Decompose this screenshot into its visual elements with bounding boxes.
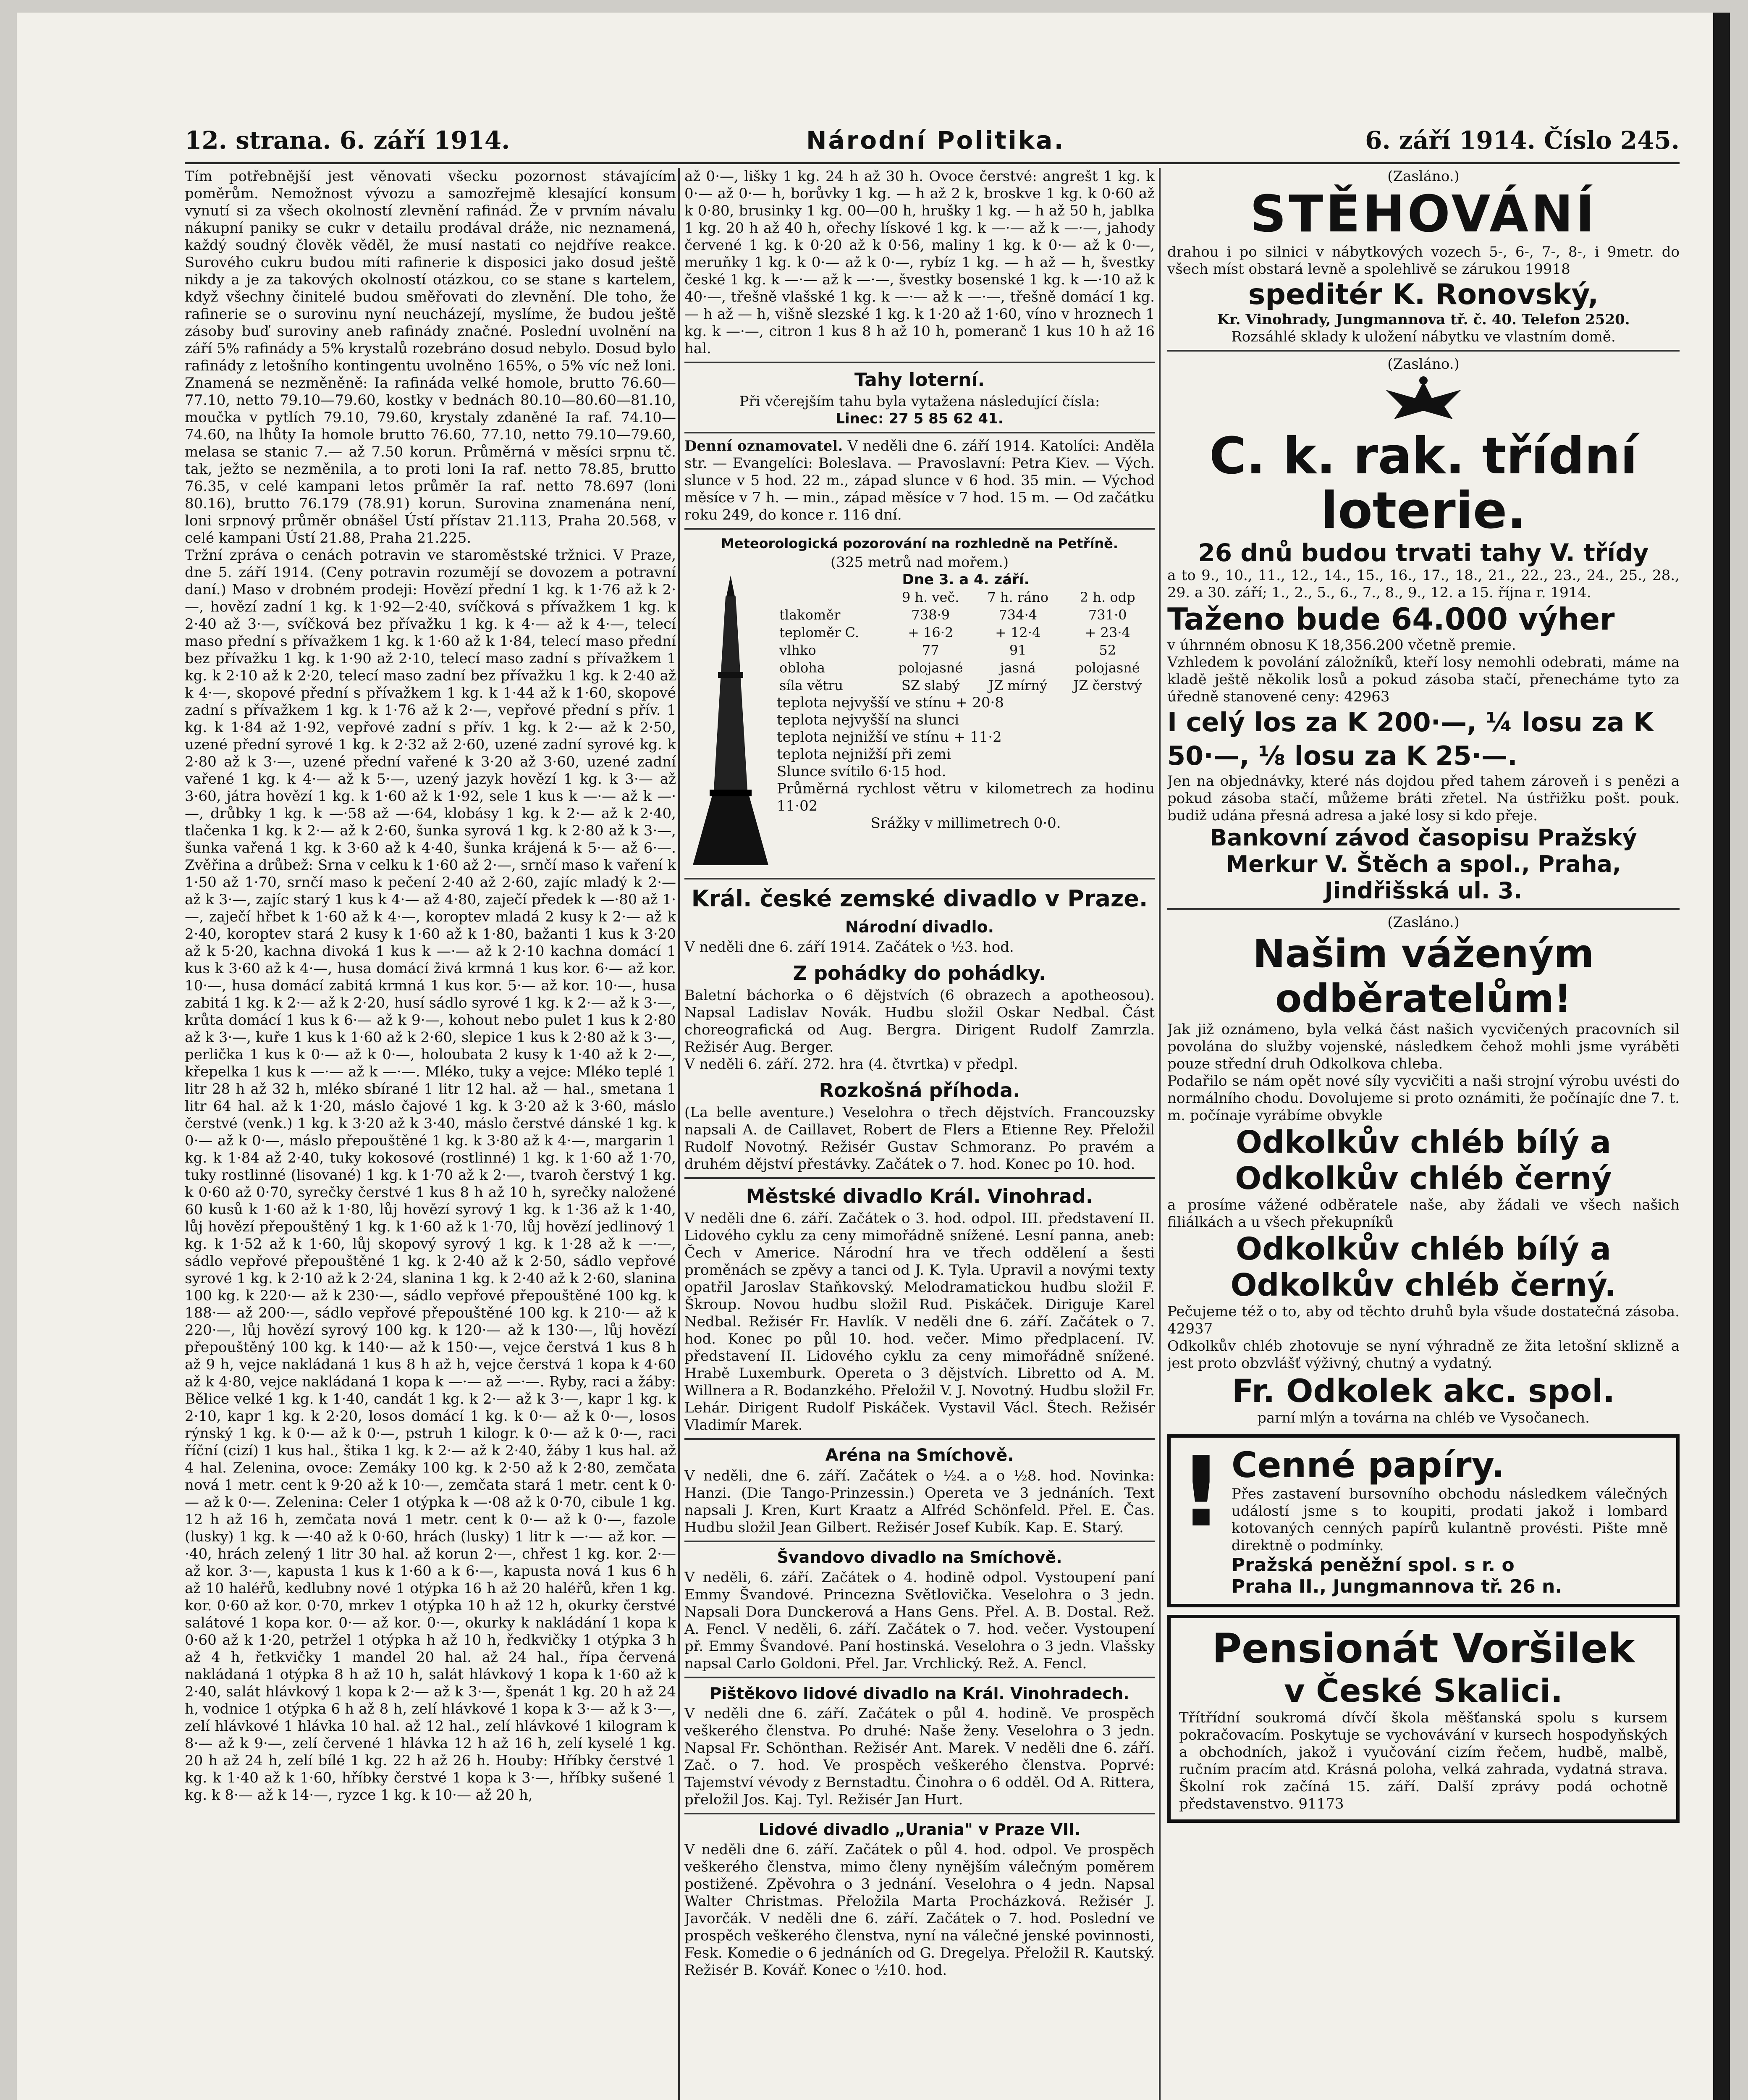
meteo-extra-line: Slunce svítilo 6·15 hod. bbox=[777, 763, 946, 780]
theatre-national-sub: Národní divadlo. bbox=[845, 918, 994, 936]
column-advertisements bbox=[1167, 168, 1680, 2100]
daily-calendar bbox=[684, 438, 1155, 524]
securities-ad bbox=[1167, 1434, 1680, 1607]
table-row: vlhko 77 91 52 bbox=[779, 642, 1116, 658]
moving-ad-text: drahou i po silnici v nábytkových vozech 5-, 6-, 7-, 8-, i 9metr. do všech míst obstará levně a spolehlivě se zárukou 19918 bbox=[1167, 244, 1680, 278]
imperial-eagle-emblem bbox=[1167, 373, 1680, 429]
lottery-ad-order: Jen na objednávky, které nás dojdou před tahem zároveň i s penězi a pokud zásoba stačí, můžeme bráti zřetel. Na ústřižku pošt. pouk. budiž udána přesná adresa a jaké losy si kdo přeje. bbox=[1167, 773, 1680, 824]
odkolek-ad-firm2: parní mlýn a továrna na chléb ve Vysočanech. bbox=[1257, 1410, 1590, 1426]
theatre-national-date2: V neděli 6. září. 272. hra (4. čtvrtka) v předpl. bbox=[684, 1056, 1018, 1073]
daily-calendar-title: Denní oznamovatel. bbox=[684, 438, 843, 454]
lottery-ad-title: C. k. rak. třídní loterie. bbox=[1209, 427, 1638, 540]
securities-ad-address: Praha II., Jungmannova tř. 26 n. bbox=[1231, 1576, 1562, 1597]
odkolek-ad-text5: Odkolkův chléb zhotovuje se nyní výhradně ze žita letošní sklizně a jest proto obzvlášť výživný, chutný a vydatný. bbox=[1167, 1338, 1680, 1372]
odkolek-ad-text3: a prosíme vážené odběratele naše, aby žádali ve všech našich filiálkách a u všech překupníků bbox=[1167, 1197, 1680, 1231]
ad-code: 42937 bbox=[1167, 1320, 1213, 1337]
ad-code: 91173 bbox=[1298, 1796, 1344, 1812]
meteo-col-head: 2 h. odp bbox=[1080, 589, 1135, 605]
divider bbox=[684, 1813, 1155, 1814]
pensionat-ad-sub: v České Skalici. bbox=[1284, 1672, 1563, 1709]
theatre-svanda-text: V neděli, 6. září. Začátek o 4. hodině odpol. Vystoupení paní Emmy Švandové. Princezna Světlovička. Veselohra o 3 jedn. Napsali Dora Dunckerová a Hans Gens. Přel. A. B. Dostal. Rež. A. Fencl. V neděli, 6. září. Začátek o 7. hod. večer. Vystoupení př. Emmy Švandové. Paní hostinská. Veselohra o 3 jedn. Vlašsky napsal Carlo Goldoni. Přel. Jar. Vrchlický. Rež. A. Fencl. bbox=[684, 1569, 1155, 1672]
lottery-ad-dates: a to 9., 10., 11., 12., 14., 15., 16., 17., 18., 21., 22., 23., 24., 25., 28., 29. a 30. září; 1., 2., 5., 6., 7., 8., 9., 12. a 15. října r. 1914. bbox=[1167, 567, 1680, 601]
theatre-pistek-text: V neděli dne 6. září. Začátek o půl 4. hodině. Ve prospěch veškerého členstva. Po druhé: Naše ženy. Veselohra o 3 jedn. Napsal Fr. Schönthan. Režisér Ant. Marek. V neděli dne 6. září. Zač. o 7. hod. Ve prospěch veškerého členstva. Poprvé: Tajemství vévody z Bernstadtu. Činohra o 6 odděl. Od A. Rittera, přeložil Jos. Kaj. Tyl. Režisér Jan Hurt. bbox=[684, 1705, 1155, 1808]
moving-ad-address: Kr. Vinohrady, Jungmannova tř. č. 40. Telefon 2520. bbox=[1217, 311, 1630, 328]
lottery-ad-text: Vzhledem k povolání záložníků, kteří losy nemohli odebrati, máme na kladě ještě několik losů a pokud zásoba stačí, přenecháme tyto za úředně stanovené ceny: 42963 bbox=[1167, 654, 1680, 705]
lottery-ad-win: Taženo bude 64.000 výher bbox=[1167, 601, 1615, 637]
table-row: teploměr C. + 16·2 + 12·4 + 23·4 bbox=[779, 625, 1130, 640]
theatre-national-play2: Rozkošná příhoda. bbox=[819, 1079, 1020, 1102]
pensionat-ad bbox=[1167, 1615, 1680, 1823]
table-row: tlakoměr 738·9 734·4 731·0 bbox=[779, 607, 1127, 623]
header-right: 6. září 1914. Číslo 245. bbox=[1365, 126, 1680, 155]
column-divider bbox=[678, 168, 680, 2100]
lottery-ad-bank: Bankovní závod časopisu Pražský Merkur V. Štěch a spol., Praha, Jindřišská ul. 3. bbox=[1210, 824, 1637, 904]
theatre-svanda-title: Švandovo divadlo na Smíchově. bbox=[777, 1548, 1062, 1567]
meteo-extra-line: Průměrná rychlost větru v kilometrech za hodinu 11·02 bbox=[777, 780, 1155, 814]
meteo-col-head: 7 h. ráno bbox=[987, 589, 1049, 605]
moving-ad-storage: Rozsáhlé sklady k uložení nábytku ve vlastním domě. bbox=[1231, 328, 1616, 345]
securities-ad-text: Přes zastavení bursovního obchodu následkem válečných událostí jsme s to koupiti, prodati jakož i lombard kotovaných cenných papírů kulantně provésti. Pište mně direktně o podmínky. bbox=[1231, 1486, 1668, 1554]
meteo-extra-line: Srážky v millimetrech 0·0. bbox=[870, 815, 1061, 832]
column-notices bbox=[684, 168, 1155, 2100]
header-rule bbox=[185, 162, 1680, 164]
petrin-tower-illustration bbox=[684, 571, 777, 874]
meteo-extra-line: teplota nejnižší ve stínu + 11·2 bbox=[777, 729, 1002, 746]
ad-code: 42963 bbox=[1344, 688, 1390, 705]
divider bbox=[1167, 908, 1680, 910]
zaslano-label: (Zasláno.) bbox=[1387, 168, 1460, 185]
masthead: Národní Politika. bbox=[806, 126, 1065, 155]
odkolek-ad-text4: Pečujeme též o to, aby od těchto druhů byla všude dostatečná zásoba. 42937 bbox=[1167, 1303, 1680, 1337]
theatre-vinohrady-title: Městské divadlo Král. Vinohrad. bbox=[746, 1185, 1093, 1208]
odkolek-ad-bread2: Odkolkův chléb bílý a Odkolkův chléb černý. bbox=[1230, 1231, 1617, 1303]
table-row: obloha polojasné jasná polojasné bbox=[779, 660, 1140, 676]
theatre-arena-title: Aréna na Smíchově. bbox=[825, 1446, 1014, 1465]
lottery-draws-sub: Při včerejším tahu byla vytažena následující čísla: bbox=[739, 393, 1100, 410]
column-divider bbox=[1159, 168, 1161, 2100]
meteo-extra-line: teplota nejvyšší na slunci bbox=[777, 711, 959, 728]
lottery-ad-sub: 26 dnů budou trvati tahy V. třídy bbox=[1198, 538, 1649, 567]
divider bbox=[684, 1177, 1155, 1179]
table-row: síla větru SZ slabý JZ mírný JZ čerstvý bbox=[779, 677, 1142, 693]
divider bbox=[684, 1438, 1155, 1440]
divider bbox=[684, 432, 1155, 433]
odkolek-ad-text2: Podařilo se nám opět nové síly vycvičiti a naši strojní výrobu uvésti do normálního chodu. Dovolujeme si proto oznámiti, že počínajíc dne 7. t. m. počínaje vyrábíme obvykle bbox=[1167, 1073, 1680, 1124]
odkolek-ad-firm: Fr. Odkolek akc. spol. bbox=[1232, 1372, 1615, 1410]
divider bbox=[684, 362, 1155, 363]
theatre-pistek-title: Pištěkovo lidové divadlo na Král. Vinohradech. bbox=[710, 1684, 1130, 1703]
theatre-national-date: V neděli dne 6. září 1914. Začátek o ½3. hod. bbox=[684, 939, 1014, 956]
divider bbox=[684, 878, 1155, 879]
securities-ad-title: Cenné papíry. bbox=[1231, 1444, 1505, 1486]
meteo-header-row bbox=[777, 588, 1155, 606]
meteo-table bbox=[777, 588, 1155, 694]
zaslano-label: (Zasláno.) bbox=[1387, 914, 1460, 931]
divider bbox=[684, 1677, 1155, 1678]
moving-ad-name: speditér K. Ronovský, bbox=[1248, 278, 1599, 311]
meteo-sub: (325 metrů nad mořem.) bbox=[830, 554, 1009, 571]
securities-ad-bank: Pražská peněžní spol. s r. o bbox=[1231, 1554, 1515, 1576]
odkolek-ad-bread1: Odkolkův chléb bílý a Odkolkův chléb černý bbox=[1235, 1124, 1612, 1197]
header-left: 12. strana. 6. září 1914. bbox=[185, 126, 510, 155]
theatre-national-text: Baletní báchorka o 6 dějstvích (6 obrazech a apotheosou). Napsal Ladislav Novák. Hudbu složil Oskar Nedbal. Část choreografická od Aug. Bergra. Dirigent Rudolf Zamrzla. Režisér Aug. Berger. bbox=[684, 987, 1155, 1055]
eagle-icon bbox=[1377, 373, 1470, 428]
theatre-national-text2: (La belle aventure.) Veselohra o třech dějstvích. Francouzsky napsali A. de Caillavet, Robert de Flers a Etienne Rey. Přeložil Rudolf Novotný. Režisér Gustav Schmoranz. Po pravém a druhém dějství přestávky. Začátek o 7. hod. Konec po 10. hod. bbox=[684, 1104, 1155, 1173]
exclamation-mark: ! bbox=[1179, 1436, 1223, 1549]
meteo-extra-line: teplota nejvyšší ve stínu + 20·8 bbox=[777, 694, 1004, 711]
theatre-urania-text: V neděli dne 6. září. Začátek o půl 4. hod. odpol. Ve prospěch veškerého členstva, mimo členy nynějším válečným poměrem postižené. Zpěvohra o 3 jednání. Veselohra o 4 jedn. Napsal Walter Christmas. Přeložila Marta Procházková. Režisér J. Javorčák. V neděli dne 6. září. Začátek o 7. hod. Poslední ve prospěch veškerého členstva, nyní na válečné jenské povinnosti, Fesk. Komedie o 6 jednáních od G. Dregelya. Přeložil R. Kautský. Režisér B. Kovář. Konec o ½10. hod. bbox=[684, 1841, 1155, 1979]
theatre-national-play: Z pohádky do pohádky. bbox=[793, 962, 1046, 984]
theatre-arena-text: V neděli, dne 6. září. Začátek o ½4. a o ½8. hod. Novinka: Hanzi. (Die Tango-Prinzessin.) Opereta ve 3 jednáních. Text napsali J. Kren, Kurt Kraatz a Alfréd Schönfeld. Přel. E. Čas. Hudbu složil Jean Gilbert. Režisér Josef Kubík. Kap. E. Starý. bbox=[684, 1467, 1155, 1536]
lottery-ad-sum: v úhrnném obnosu K 18,356.200 včetně premie. bbox=[1167, 637, 1516, 654]
divider bbox=[1167, 350, 1680, 352]
meteo-block bbox=[684, 571, 1155, 874]
theatre-urania-title: Lidové divadlo „Urania" v Praze VII. bbox=[758, 1820, 1081, 1839]
page-header bbox=[185, 126, 1680, 160]
theatre-national-title: Král. české zemské divadlo v Praze. bbox=[691, 885, 1148, 912]
odkolek-ad-title: Našim váženým odběratelům! bbox=[1253, 931, 1594, 1021]
lottery-draws-title: Tahy loterní. bbox=[854, 369, 985, 391]
meteo-dates: Dne 3. a 4. září. bbox=[902, 571, 1030, 588]
meteo-title: Meteorologická pozorování na rozhledně na Petříně. bbox=[721, 536, 1118, 551]
page-edge bbox=[1713, 13, 1730, 2100]
moving-ad-title: STĚHOVÁNÍ bbox=[1250, 185, 1597, 244]
meteo-extra-line: teplota nejnižší při zemi bbox=[777, 746, 951, 763]
theatre-vinohrady-text: V neděli dne 6. září. Začátek o 3. hod. odpol. III. představení II. Lidového cyklu za ceny mimořádně snížené. Lesní panna, aneb: Čech v Americe. Národní hra ve třech oddělení a šesti proměnách se zpěvy a tanci od J. K. Tyla. Upravil a novými texty opatřil Jaroslav Staňkovský. Melodramatickou hudbu složil F. Škroup. Novou hudbu složil Rud. Piskáček. Diriguje Karel Nedbal. Režisér Fr. Havlík. V neděli dne 6. září. Začátek o 7. hod. Konec po půl 10. hod. večer. Mimo předplacení. IV. představení II. Lidového cyklu za ceny mimořádně snížené. Hrabě Luxemburk. Opereta o 3 dějstvích. Libretto od A. M. Willnera a R. Bodanzkého. Přeložil V. J. Novotný. Hudbu složil Fr. Lehár. Dirigent Rudolf Piskáček. Vystavil Václ. Štech. Režisér Vladimír Marek. bbox=[684, 1210, 1155, 1433]
divider bbox=[684, 528, 1155, 530]
divider bbox=[684, 1541, 1155, 1542]
pensionat-ad-title: Pensionát Voršilek bbox=[1212, 1625, 1635, 1672]
article-fruit-prices: až 0·—, lišky 1 kg. 24 h až 30 h. Ovoce čerstvé: angrešt 1 kg. k 0·— až 0·— h, borůvky 1 kg. — h až 2 k, broskve 1 kg. k 0·60 až k 0·80, brusinky 1 kg. 00—00 h, hrušky 1 kg. — h až 50 h, jablka 1 kg. 20 h až 40 h, ořechy lískové 1 kg. k —·— až k —·—, jahody červené 1 kg. k 0·20 až k 0·56, maliny 1 kg. k 0·— až k 0·—, meruňky 1 kg. k 0·— až k 0·—, rybíz 1 kg. — h až — h, švestky české 1 kg. k —·— až k —·—, švestky bosenské 1 kg. k —·10 až k 40·—, třešně vlašské 1 kg. k —·— až k —·—, třešně domácí 1 kg. — h až — h, višně slezské 1 kg. k 1·20 až 1·60, víno v hroznech 1 kg. k —·—, citron 1 kus 8 h až 10 h, pomeranč 1 kus 10 h až 16 hal. bbox=[684, 168, 1155, 357]
odkolek-ad-text1: Jak již oznámeno, byla velká část našich vycvičených pracovních sil povolána do služby vojenské, následkem čehož mohli jsme vyráběti pouze střední druh Odkolkova chleba. bbox=[1167, 1021, 1680, 1072]
lottery-ad-prices: I celý los za K 200·—, ¼ losu za K 50·—, ⅛ losu za K 25·—. bbox=[1167, 707, 1654, 771]
column-market-report bbox=[185, 168, 676, 2100]
article-market-prices: Tržní zpráva o cenách potravin ve staroměstské tržnici. V Praze, dne 5. září 1914. (Ceny potravin rozumějí se dovozem a potravní daní.) Maso v drobném prodeji: Hovězí přední 1 kg. k 1·76 až k 2·—, hovězí zadní 1 kg. k 1·92—2·40, svíčková s přívažkem 1 kg. k 2·40 až 3·—, svíčková bez přívažku 1 kg. k 4·— až k 4·—, telecí maso přední s přívažkem 1 kg. k 1·60 až k 1·84, telecí maso přední bez přívažku 1 kg. k 1·90 až 2·10, telecí maso zadní s přívažkem 1 kg. k 2·10 až k 2·20, telecí maso zadní bez přívažku 1 kg. k 2·40 až k 4·—, skopové přední s přívažkem 1 kg. k 1·44 až k 1·60, skopové zadní s přívažkem 1 kg. k 1·76 až k 2·—, vepřové přední s přív. 1 kg. k 1·84 až 1·92, vepřové zadní s přív. 1 kg. k 2·— až k 2·50, uzené přední syrové 1 kg. k 2·32 až 2·60, uzené zadní syrové kg. k 2·80 až k 3·—, uzené přední vařené k 3·20 až 3·60, uzené zadní vařené 1 kg. k 4·— až k 5·—, uzený jazyk hovězí 1 kg. k 3·— až 3·60, játra hovězí 1 kg. k 1·60 až k 1·92, sele 1 kus k —·— až k —·—, drůbky 1 kg. k —·58 až —·64, klobásy 1 kg. k 2·— až k 2·40, tlačenka 1 kg. k 2·— až k 2·60, šunka syrová 1 kg. k 2·80 až k 3·—, šunka vařená 1 kg. k 3·60 až k 4·40, šunka krájená k 5·— až 6·—. Zvěřina a drůbež: Srna v celku k 1·60 až 2·—, srnčí maso k vaření k 1·50 až 1·70, srnčí maso k pečení 2·40 až 2·60, zajíc mladý k 2·— až k 3·—, zajíc starý 1 kus k 4·— až 4·80, zaječí předek k —·80 až 1·—, zaječí hřbet k 1·60 až k 4·—, koroptev mladá 2 kusy k 2·— až k 2·40, koroptev stará 2 kusy k 1·60 až k 1·80, bažanti 1 kus k 3·20 až k 5·20, kachna divoká 1 kus k —·— až k 2·10 kachna domácí 1 kus k 3·60 až k 4·—, husa domácí živá krmná 1 kus kor. 6·— až kor. 10·—, husa domácí zabitá krmná 1 kus kor. 5·— až kor. 10·—, husa zabitá 1 kg. k 2·— až k 2·20, husí sádlo syrové 1 kg. k 2·— až k 3·—, krůta domácí 1 kus k 6·— až k 9·—, kohout nebo pulet 1 kus k 2·80 až k 3·—, kuře 1 kus k 1·60 až k 2·60, slepice 1 kus k 2·80 až k 3·—, perlička 1 kus k 0·— až k 0·—, holoubata 2 kusy k 1·40 až k 2·—, křepelka 1 kus k —·— až k —·—. Mléko, tuky a vejce: Mléko teplé 1 litr 28 h až 32 h, mléko sbírané 1 litr 12 hal. až — hal., smetana 1 litr 64 hal. až k 1·20, máslo čajové 1 kg. k 3·20 až k 3·60, máslo čerstvé (venk.) 1 kg. k 3·20 až k 3·40, máslo čerstvé dánské 1 kg. k 0·— až k 0·—, máslo přepouštěné 1 kg. k 3·80 až k 4·—, margarin 1 kg. k 1·84 až 2·40, tuky kokosové (rostlinné) 1 kg. k 1·60 až 1·70, tuky rostlinné (lisované) 1 kg. k 1·70 až k 2·—, tvaroh čerstvý 1 kg. k 0·60 až 0·70, syrečky čerstvé 1 kus 8 h až 10 h, syrečky naložené 60 kusů k 1·60 až k 1·80, lůj hovězí syrový 1 kg. k 1·36 až k 1·40, lůj hovězí přepouštěný 1 kg. k 1·60 až k 1·70, lůj hovězí jedlinový 1 kg. k 1·52 až k 1·60, lůj skopový syrový 1 kg. k 1·28 až k —·—, sádlo vepřové přepouštěné 1 kg. k 2·40 až k 2·50, sádlo vepřové syrové 1 kg. k 2·10 až k 2·24, slanina 1 kg. k 2·40 až k 2·60, slanina 100 kg. k 220·— až k 230·—, sádlo vepřové přepouštěné 100 kg. k 188·— až 200·—, sádlo vepřové přepouštěné 100 kg. k 210·— až k 220·—, lůj hovězí syrový 100 kg. k 120·— až k 130·—, lůj hovězí přepouštěný 100 kg. k 140·— až k 150·—, vejce čerstvá 1 kus 8 h až 9 h, vejce nakládaná 1 kus 8 h až h, vejce čerstvá 1 kopa k 4·60 až k 4·80, vejce nakládaná 1 kopa k —·— až —·—. Ryby, raci a žáby: Bělice velké 1 kg. k 1·40, candát 1 kg. k 2·— až k 3·—, kapr 1 kg. k 2·10, kapr 1 kg. k 2·20, losos domácí 1 kg. k 0·— až k 0·—, losos rýnský 1 kg. k 0·— až k 0·—, pstruh 1 kilogr. k 0·— až k 0·—, raci říční (cizí) 1 kus hal., štika 1 kg. k 2·— až k 2·40, žáby 1 kus hal. až 4 hal. Zelenina, ovoce: Zemáky 100 kg. k 2·50 až k 2·80, zemčata nová 1 metr. cent k 9·20 až k 10·—, zemčata stará 1 metr. cent k 0·— až k 0·—. Zelenina: Celer 1 otýpka k —·08 až k 0·70, cibule 1 kg. 12 h až 16 h, zemčata nová 1 metr. cent k 0·— až k 0·—, fazole (lusky) 1 kg. k —·40 až k 0·60, hrách (lusky) 1 litr k —·— až kor. —·40, hrách zelený 1 litr 30 hal. až korun 2·—, chřest 1 kg. kor. 2·— až kor. 3·—, kapusta 1 kus k 1·60 a k 6·—, kapusta nová 1 kus 6 h až 10 haléřů, kedlubny nové 1 otýpka 16 h až 20 haléřů, křen 1 kg. kor. 0·60 až kor. 0·70, mrkev 1 otýpka 10 h až 12 h, okurky čerstvé salátové 1 kopa kor. 0·— až kor. 0·—, okurky k nakládání 1 kopa k 0·60 až k 1·20, petržel 1 otýpka h až 10 h, ředkvičky 1 otýpka 3 h až 4 h, řetkvičky 1 mandel 20 hal. až 24 hal., řípa červená nakládaná 1 otýpka 8 h až 10 h, salát hlávkový 1 kopa k 1·60 až k 2·40, salát hlávkový 1 kopa k 2·— až k 3·—, špenát 1 kg. 20 h až 24 h, vodnice 1 otýpka 6 h až 8 h, zelí hlávkové 1 kopa k 3·— až k 3·—, zelí hlávkové 1 hlávka 10 hal. až 12 hal., zelí hlávkové 1 kilogram k 8·— až k 9·—, zelí červené 1 hlávka 12 h až 16 h, zelí kyselé 1 kg. 20 h až 24 h, zelí bílé 1 kg. 22 h až 26 h. Houby: Hříbky čerstvé 1 kg. k 1·40 až k 1·60, hříbky čerstvé 1 kopa k 3·—, hříbky sušené 1 kg. k 8·— až k 14·—, ryzce 1 kg. k 10·— až 20 h, bbox=[185, 547, 676, 1803]
zaslano-label: (Zasláno.) bbox=[1387, 356, 1460, 373]
meteo-col-head: 9 h. več. bbox=[902, 589, 959, 605]
article-sugar: Tím potřebnější jest věnovati všecku pozornost stávajícím poměrům. Nemožnost vývozu a samozřejmě klesající konsum vynutí si za všech okolností zlevnění rafinád. Že v prvním návalu nákupní paniky se cukr v detailu prodával dráže, nic neznamená, každý soudný člověk věděl, že musí nastati co nejdříve reakce. Surového cukru budou míti rafinerie k disposici jako dosud ještě nikdy a je za takových okolností otázkou, co se stane s kartelem, když všechny činitelé budou směřovati do zlevnění. Dle toho, že rafinerie se o surovinu nyní neucházejí, myslíme, že budou ještě zásoby buď suroviny aneb rafinády značné. Poslední uvolnění na září 5% rafinády a 5% krystalů rozebráno dosud nebylo. Dosud bylo rafinády z letošního kontingentu uvolněno 165%, o 5% víc než loni. Znamená se nezměněně: Ia rafináda velké homole, brutto 76.60—77.10, netto 79.10—79.60, kostky v bednách 80.10—80.60—81.10, moučka v pytlích 79.10, 79.60, krystaly zdaněné Ia raf. 74.10—74.60, na lhůty Ia homole brutto 76.60, 77.10, netto 79.10—79.60, melasa se stanic 7.— až 7.50 korun. Průměrná v měsíci srpnu tč. tak, ježto se nezměnila, a to proti loni Ia raf. netto 78.85, brutto 76.35, v celé kampani letos průměr Ia raf. netto 78.697 (loni 80.16), brutto 76.179 (78.91) korun. Surovina znamenána není, loni srpnový průměr obnášel Ústí přístav 21.113, Praha 20.568, v celé kampani Ústí 21.88, Praha 21.225. bbox=[185, 168, 676, 546]
ad-code: 19918 bbox=[1525, 261, 1570, 278]
daily-calendar-text: V neděli dne 6. září 1914. Katolíci: Anděla str. — Evangelíci: Boleslava. — Pravoslavní: Petra Kiev. — Vých. slunce v 5 hod. 22 m., západ slunce v 6 hod. 35 min. — Východ měsíce v 7 h. — min., západ měsíce v 7 hod. 15 m. — Od začátku roku 249, do konce r. 116 dní. bbox=[684, 438, 1155, 523]
lottery-draws-numbers: Linec: 27 5 85 62 41. bbox=[836, 410, 1004, 427]
pensionat-ad-text: Třítřídní soukromá dívčí škola měšťanská spolu s kursem pokračovacím. Poskytuje se vychovávání v kursech hospodyňských a obchodních, jakož i vyučování cizím řečem, hudbě, malbě, ručním pracím atd. Krásná poloha, velká zahrada, vydatná strava. Školní rok začíná 15. září. Další zprávy podá ochotně představenstvo. 91173 bbox=[1179, 1709, 1668, 1812]
